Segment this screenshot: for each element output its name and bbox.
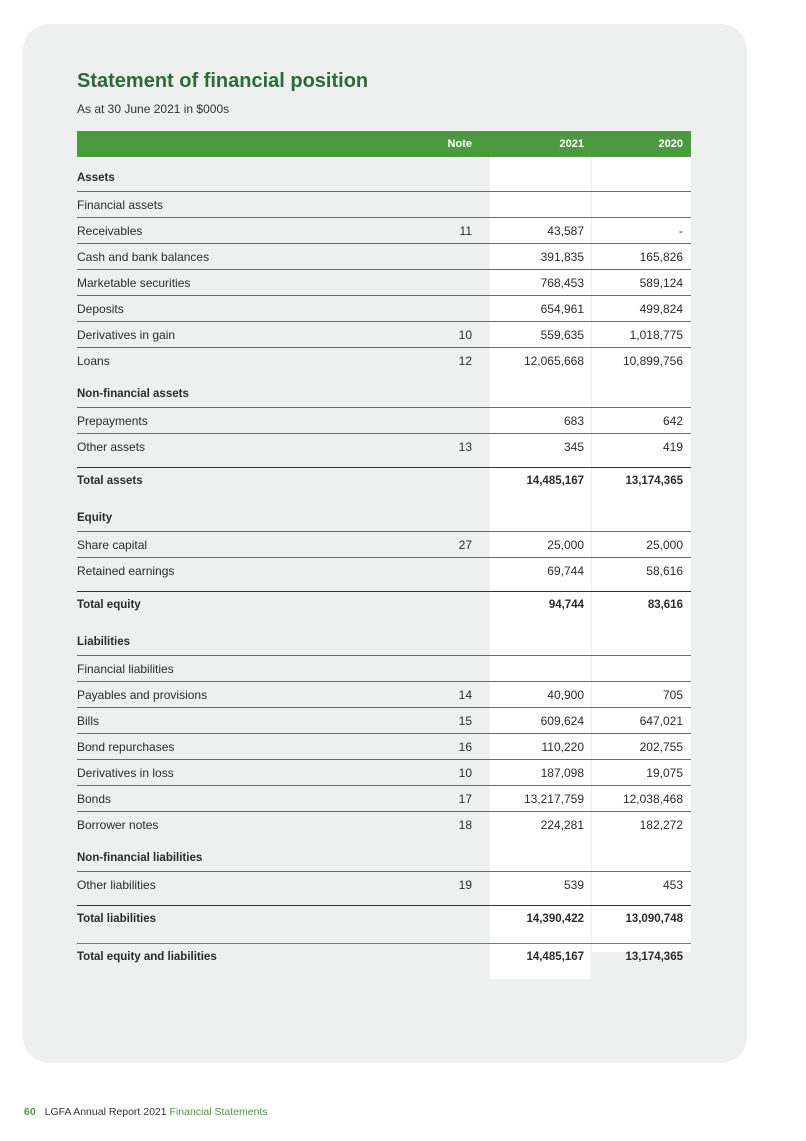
table-row: Share capital 27 25,000 25,000 bbox=[77, 531, 691, 557]
table-row: Bills 15 609,624 647,021 bbox=[77, 707, 691, 733]
header-2020: 2020 bbox=[658, 138, 683, 150]
table-row: Payables and provisions 14 40,900 705 bbox=[77, 681, 691, 707]
assets-heading: Assets bbox=[77, 172, 115, 184]
table-row: Derivatives in gain 10 559,635 1,018,775 bbox=[77, 321, 691, 347]
equity-heading: Equity bbox=[77, 512, 113, 524]
table-row: Other assets 13 345 419 bbox=[77, 433, 691, 459]
liabilities-heading: Liabilities bbox=[77, 636, 131, 648]
page-footer bbox=[24, 1106, 268, 1118]
total-liabilities-row: Total liabilities 14,390,422 13,090,748 bbox=[77, 905, 691, 931]
financial-assets-label: Financial assets bbox=[77, 191, 691, 217]
table-row: Derivatives in loss 10 187,098 19,075 bbox=[77, 759, 691, 785]
table-row: Borrower notes 18 224,281 182,272 bbox=[77, 811, 691, 837]
non-financial-assets-heading: Non-financial assets bbox=[77, 388, 189, 400]
table-row: Receivables 11 43,587 - bbox=[77, 217, 691, 243]
total-equity-row: Total equity 94,744 83,616 bbox=[77, 591, 691, 617]
section-name: Financial Statements bbox=[169, 1106, 268, 1118]
header-2021: 2021 bbox=[559, 138, 584, 150]
report-name: LGFA Annual Report 2021 bbox=[44, 1106, 167, 1118]
page-subtitle: As at 30 June 2021 in $000s bbox=[77, 102, 230, 116]
financial-liabilities-label: Financial liabilities bbox=[77, 655, 691, 681]
table-row: Marketable securities 768,453 589,124 bbox=[77, 269, 691, 295]
table-row: Bond repurchases 16 110,220 202,755 bbox=[77, 733, 691, 759]
table-row: Deposits 654,961 499,824 bbox=[77, 295, 691, 321]
total-equity-and-liabilities-row: Total equity and liabilities 14,485,167 13,174,365 bbox=[77, 943, 691, 969]
page-number: 60 bbox=[24, 1106, 36, 1118]
page-title: Statement of financial position bbox=[77, 70, 369, 92]
table-header bbox=[77, 131, 691, 157]
header-note: Note bbox=[447, 138, 472, 150]
table-row: Retained earnings 69,744 58,616 bbox=[77, 557, 691, 583]
table-row: Other liabilities 19 539 453 bbox=[77, 871, 691, 897]
table-row: Bonds 17 13,217,759 12,038,468 bbox=[77, 785, 691, 811]
total-assets-row: Total assets 14,485,167 13,174,365 bbox=[77, 467, 691, 493]
table-row: Loans 12 12,065,668 10,899,756 bbox=[77, 347, 691, 373]
non-financial-liabilities-heading: Non-financial liabilities bbox=[77, 852, 203, 864]
table-row: Prepayments 683 642 bbox=[77, 407, 691, 433]
financial-position-table bbox=[77, 131, 691, 969]
table-row: Cash and bank balances 391,835 165,826 bbox=[77, 243, 691, 269]
